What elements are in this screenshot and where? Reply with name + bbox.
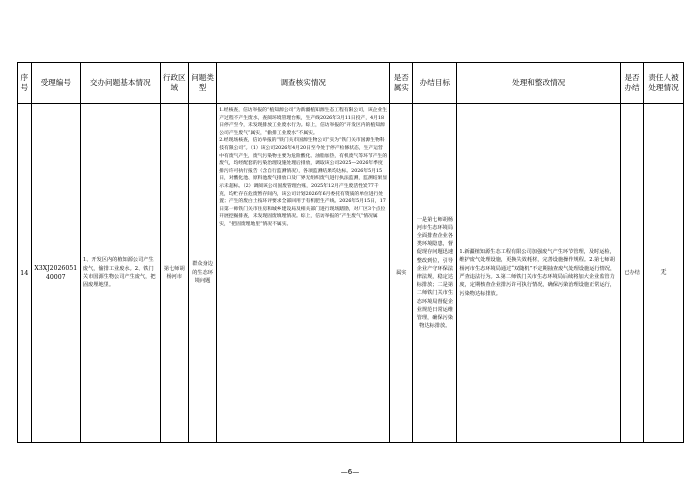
header-verified: 是否属实	[390, 63, 413, 104]
header-case-id: 受理编号	[31, 63, 80, 104]
cell-target: 一是第七师胡杨河市生态环境局全面排查企业各类环境隐患，督促现存问题迅速整改到位，引导企业产守环保法律法规，稳定达标排放；二是第二师铁门关市生态环境局督促企业规范日常运维管理，确保污染物达标排放。	[413, 104, 457, 443]
cell-problem-type: 群众身边的生态环境问题	[188, 104, 216, 443]
cell-basic-info: 1、开发区内的植知源公司产生废气，偷排工业废水。2、铁门关市国源生物公司产生废气，把固废埋地里。	[80, 104, 160, 443]
cell-closed: 已办结	[621, 104, 644, 443]
header-closed: 是否办结	[621, 63, 644, 104]
header-responsible: 责任人被处理情况	[644, 63, 684, 104]
cell-investigation: 1.经核查，信访举报的“植知源公司”为新疆植知源生态工程有限公司，该企业生产过程不产生废水，查阅环境管理台账，生产线2026年3月11日投产，4月18日停产至今，未发现排放工业废水行为。综上，信访举报的“开发区内的植知源公司产生废气”属实，“偷排工业废水”不属实。 2.经现场核查，信访举报的“铁门关市国源生物公司”实为“铁门关市国源生物科技有限公司”。（1）该公司2026年4月20日至今处于停产检修状态，生产运营中有废气产生，废气污染物主要为危险酸化、油脂加热，有机废气等环节产生的废气，均经配套的污染治理设施处理后排放，调取该公司2025—2026年季度排污许可执行报告（含自行监测情况），各项监测结果均达标。2026年5月15日，对酸化池、原料池废气排放口及厂界无组织废气进行执法监测，监测结果显示未超标。（2）调阅该公司固废管理台账，2025年12月产生废活性炭77千克，均贮存在危废暂存间内，该公司计划2026年6月委托有资质的单位进行处置；产生的废白土按环评要求全部回用于有机肥生产线。2026年5月15日，17日第一师铁门关市住房和城乡建设局及相关部门进行现场踏勘，对厂区3个点位开展挖掘排查，未发现固废填埋情况。综上，信访举报的“产生废气”情况属实，“把固废埋地里”情况不属实。	[217, 104, 390, 443]
cell-region: 第七师胡杨河市	[160, 104, 188, 443]
header-target: 办结目标	[413, 63, 457, 104]
cell-handling: 1.新疆植知源生态工程有限公司加强废气产生环节管理，及时运检，维护废气处理设施，更换失效耗材，完善设施操作规程。2.第七师胡杨河市生态环境局通过“双随机”不定期抽查废气处理设施运行情况，严查违法行为。3.第二师铁门关市生态环境局后续将加大企业监管力度，定期核查企业排污许可执行情况，确保污染治理设施正常运行，污染物达标排放。	[457, 104, 621, 443]
header-problem-type: 问题类型	[188, 63, 216, 104]
cell-no: 14	[18, 104, 32, 443]
header-handling: 处理和整改情况	[457, 63, 621, 104]
cell-case-id: X3XJ202605140007	[31, 104, 80, 443]
cell-verified: 属实	[390, 104, 413, 443]
page-number: —6—	[340, 468, 360, 476]
header-region: 行政区域	[160, 63, 188, 104]
header-no: 序号	[18, 63, 32, 104]
cell-responsible: 无	[644, 104, 684, 443]
header-investigation: 调查核实情况	[217, 63, 390, 104]
case-table	[17, 62, 684, 443]
header-basic-info: 交办问题基本情况	[80, 63, 160, 104]
table-row	[18, 104, 684, 443]
header-row	[18, 63, 684, 104]
